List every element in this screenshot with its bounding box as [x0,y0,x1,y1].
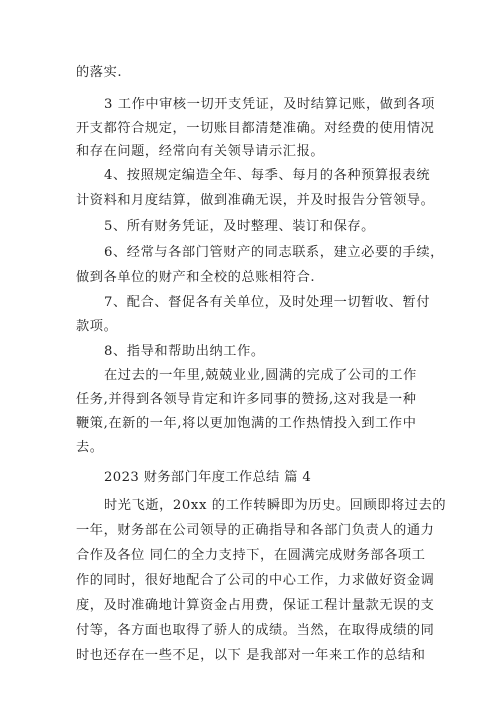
text-line: 的落实. [76,65,123,80]
text-line: 时光飞逝，20xx 的工作转瞬即为历史。回顾即将过去的 [104,498,447,513]
text-line: 鞭策,在新的一年,将以更加饱满的工作热情投入到工作中 [76,416,417,431]
text-line: 和存在问题，经常向有关领导请示汇报。 [76,144,325,159]
text-line: 去。 [76,440,104,455]
text-line: 开支都符合规定，一切账目都清楚准确。对经费的使用情况 [76,121,435,136]
text-line: 计资料和月度结算，做到准确无误，并及时报告分管领导。 [76,193,435,208]
section-heading: 2023 财务部门年度工作总结 篇 4 [104,470,312,485]
text-line: 时也还存在一些不足，以下 是我部对一年来工作的总结和 [76,648,426,663]
text-line: 在过去的一年里,兢兢业业,圆满的完成了公司的工作 [104,368,417,383]
text-line: 4、按照规定编造全年、每季、每月的各种预算报表统 [104,168,431,183]
text-line: 6、经常与各部门管财产的同志联系，建立必要的手续， [104,245,444,260]
text-line: 作的同时，很好地配合了公司的中心工作，力求做好资金调 [76,573,435,588]
text-line: 8、指导和帮助出纳工作。 [104,344,265,359]
text-line: 5、所有财务凭证，及时整理、装订和保存。 [104,219,375,234]
text-line: 度，及时准确地计算资金占用费，保证工程计量款无误的支 [76,598,435,613]
text-line: 3 工作中审核一切开支凭证，及时结算记账，做到各项 [104,97,435,112]
text-line: 合作及各位 同仁的全力支持下，在圆满完成财务部各项工 [76,548,426,563]
text-line: 一年，财务部在公司领导的正确指导和各部门负责人的通力 [76,523,435,538]
text-line: 7、配合、督促各有关单位，及时处理一切暂收、暂付 [104,295,431,310]
text-line: 付等，各方面也取得了骄人的成绩。当然，在取得成绩的同 [76,623,435,638]
text-line: 做到各单位的财产和全校的总账相符合. [76,270,316,285]
text-line: 款项。 [76,319,118,334]
text-line: 任务,并得到各领导肯定和许多同事的赞扬,这对我是一种 [76,392,417,407]
